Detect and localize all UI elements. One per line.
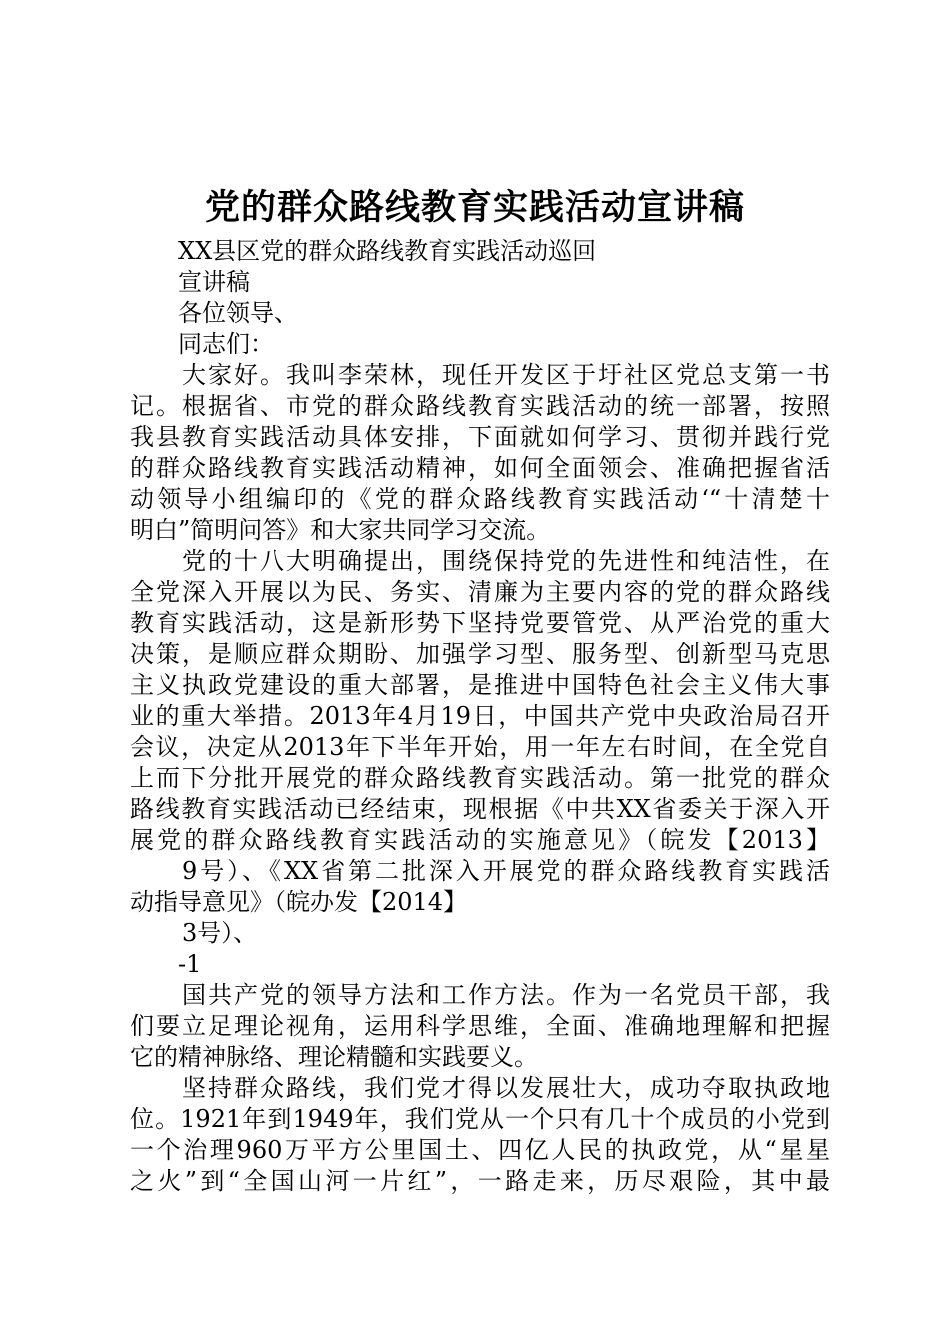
text-line: 动领导小组编印的《党的群众路线教育实践活动‘“十清楚十 [130,485,830,513]
document-body [130,236,830,1197]
text-line: 教育实践活动，这是新形势下坚持党要管党、从严治党的重大 [130,609,830,637]
text-line: 们要立足理论视角，运用科学思维，全面、准确地理解和把握 [130,1012,830,1040]
text-line: 展党的群众路线教育实践活动的实施意见》（皖发【2013】 [130,826,830,854]
text-line: 宣讲稿 [178,268,250,296]
text-line: 决策，是顺应群众期盼、加强学习型、服务型、创新型马克思 [130,640,830,668]
text-line: 我县教育实践活动具体安排，下面就如何学习、贯彻并践行党 [130,423,830,451]
text-line: 位。1921年到1949年，我们党从一个只有几十个成员的小党到 [130,1105,830,1133]
text-line: 同志们： [178,330,274,358]
text-line: 之火”到“全国山河一片红”，一路走来，历尽艰险，其中最 [130,1167,830,1195]
text-line: 国共产党的领导方法和工作方法。作为一名党员干部，我 [182,981,830,1009]
text-line: 主义执政党建设的重大部署，是推进中国特色社会主义伟大事 [130,671,830,699]
page-number: -1 [178,950,202,978]
text-line: 路线教育实践活动已经结束，现根据《中共XX省委关于深入开 [130,795,830,823]
text-line: 9号）、《XX省第二批深入开展党的群众路线教育实践活 [182,857,830,885]
text-line: 明白”简明问答》和大家共同学习交流。 [130,516,551,544]
text-line: 动指导意见》（皖办发【2014】 [130,888,468,916]
text-line: 上而下分批开展党的群众路线教育实践活动。第一批党的群众 [130,764,830,792]
text-line: 一个治理960万平方公里国土、四亿人民的执政党，从“星星 [130,1136,830,1164]
text-line: 坚持群众路线，我们党才得以发展壮大，成功夺取执政地 [182,1074,830,1102]
text-line: 大家好。我叫李荣林，现任开发区于圩社区党总支第一书 [182,361,830,389]
text-line: 会议，决定从2013年下半年开始，用一年左右时间，在全党自 [130,733,830,761]
text-line: 它的精神脉络、理论精髓和实践要义。 [130,1043,538,1071]
text-line: XX县区党的群众路线教育实践活动巡回 [178,237,597,265]
text-line: 记。根据省、市党的群众路线教育实践活动的统一部署，按照 [130,392,830,420]
text-line: 全党深入开展以为民、务实、清廉为主要内容的党的群众路线 [130,578,830,606]
text-line: 各位领导、 [178,299,298,327]
text-line: 业的重大举措。2013年4月19日，中国共产党中央政治局召开 [130,702,830,730]
text-line: 的群众路线教育实践活动精神，如何全面领会、准确把握省活 [130,454,830,482]
document-title: 党的群众路线教育实践活动宣讲稿 [204,187,745,228]
text-line: 3号）、 [182,919,258,947]
text-line: 党的十八大明确提出，围绕保持党的先进性和纯洁性，在 [182,547,830,575]
